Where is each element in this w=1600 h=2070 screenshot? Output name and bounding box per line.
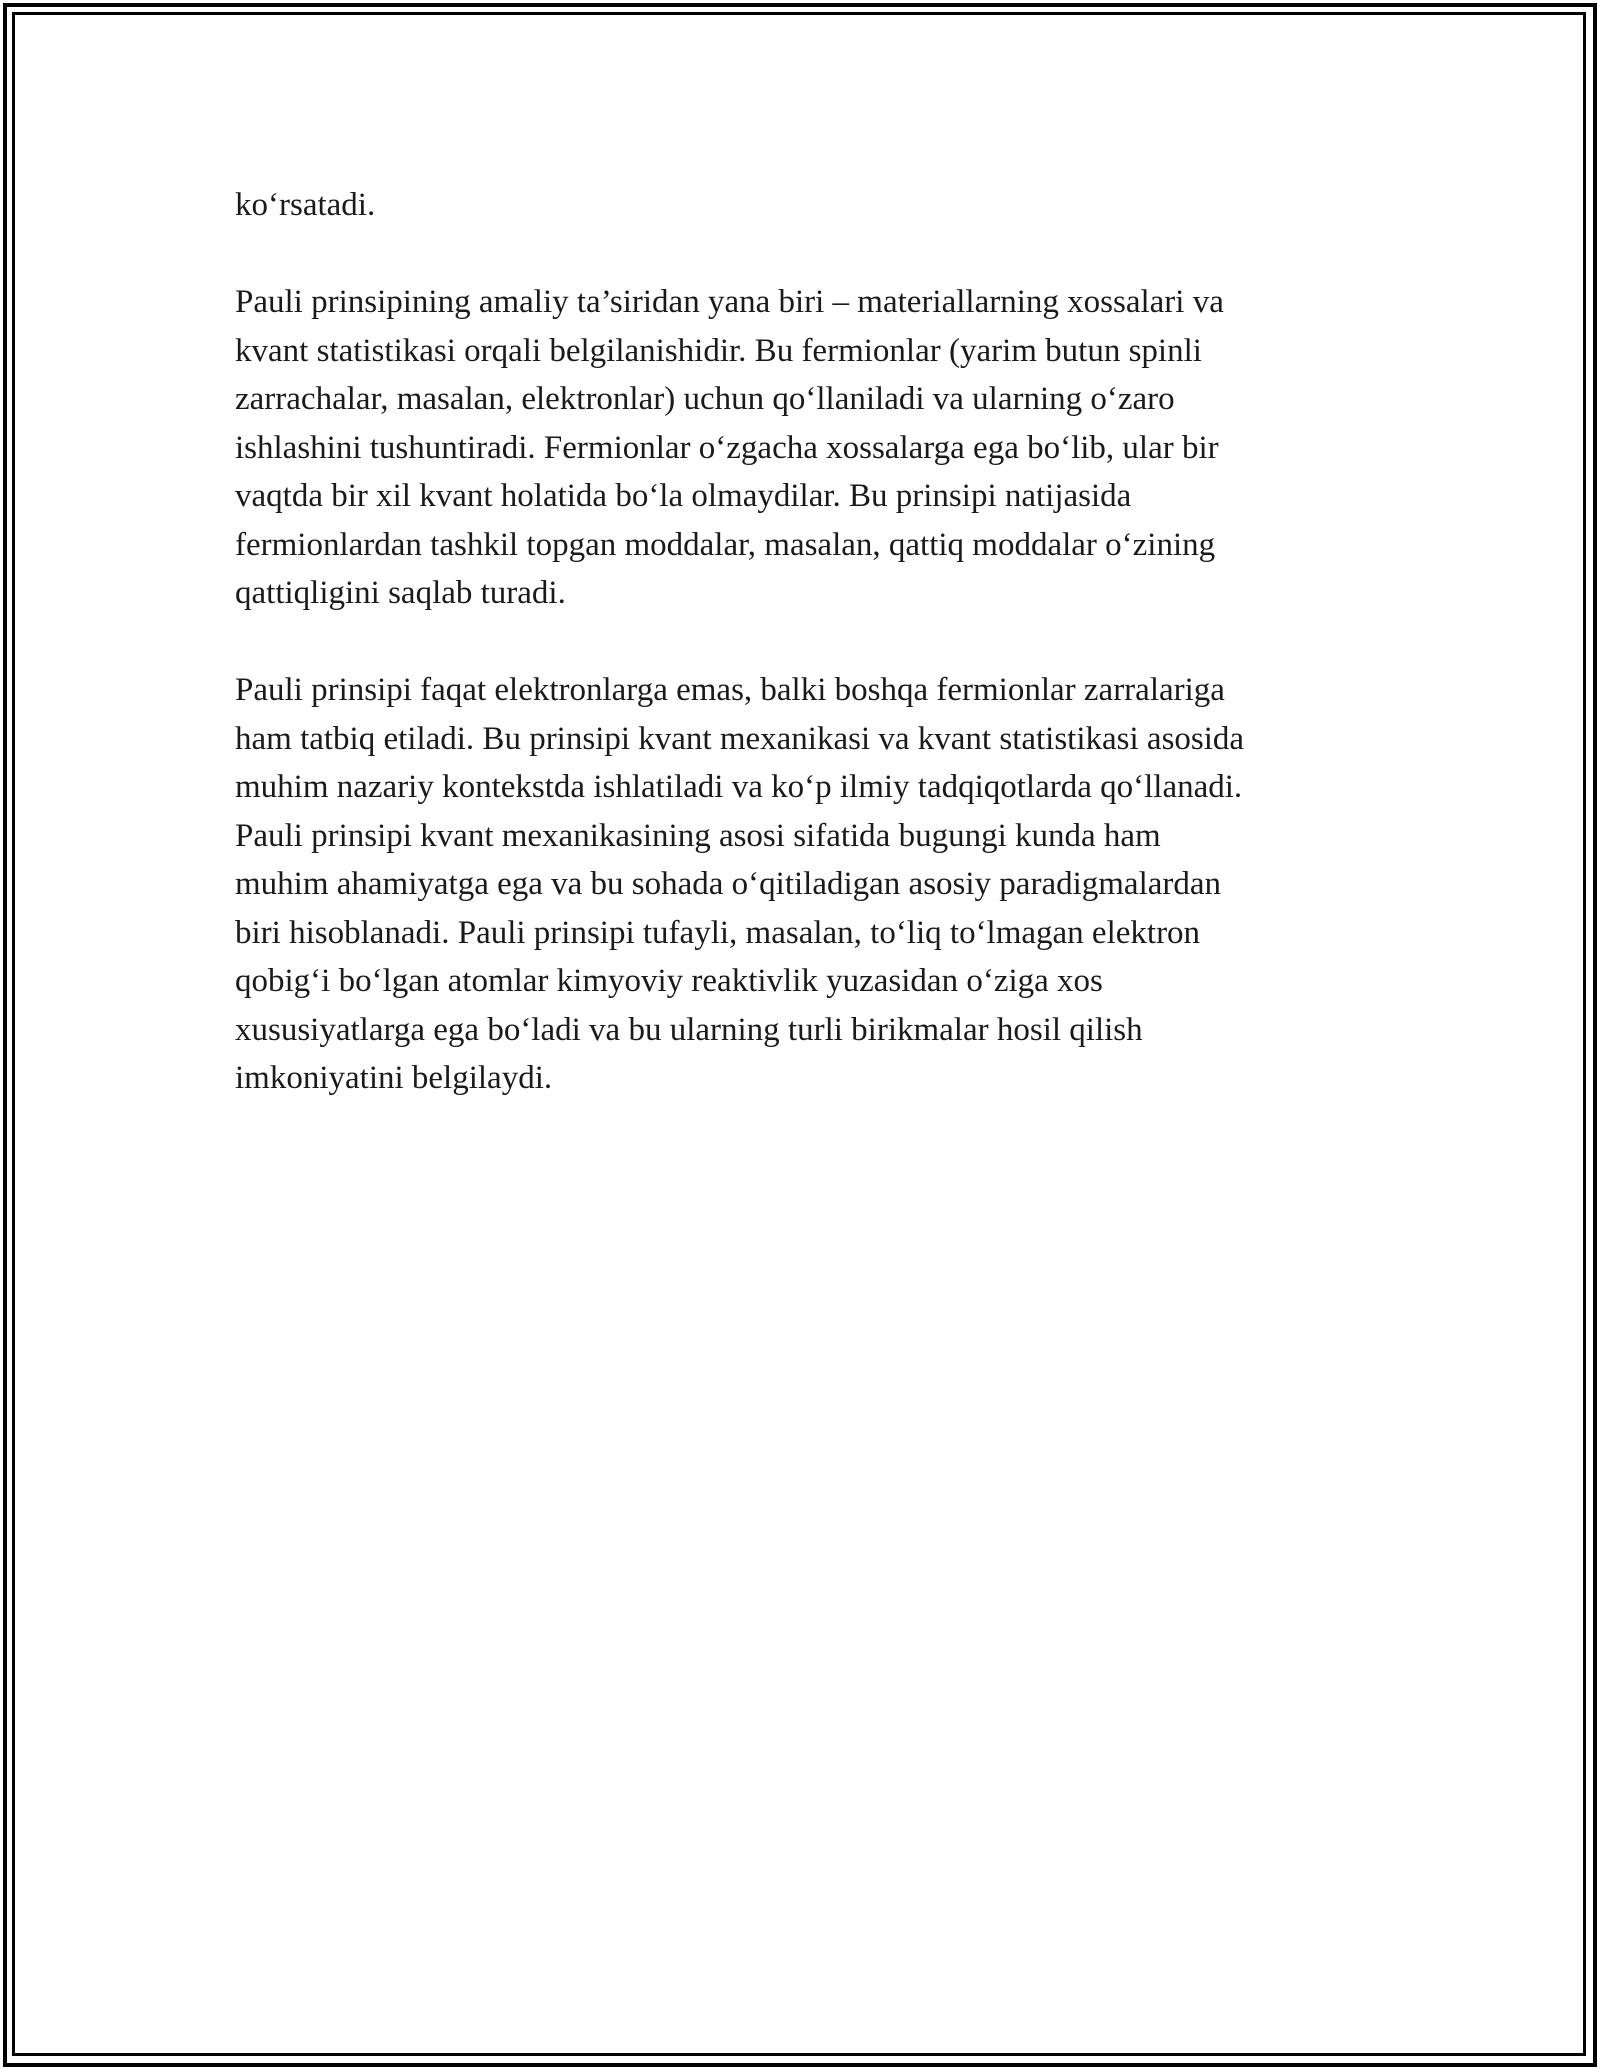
text-line: qobig‘i bo‘lgan atomlar kimyoviy reaktivlik yuzasidan o‘ziga xos: [235, 963, 1103, 999]
text-line: ishlashini tushuntiradi. Fermionlar o‘zgacha xossalarga ega bo‘lib, ular bir: [235, 429, 1219, 466]
text-line: Pauli prinsipi kvant mexanikasining asosi sifatida bugungi kunda ham: [235, 817, 1161, 854]
text-line: vaqtda bir xil kvant holatida bo‘la olmaydilar. Bu prinsipi natijasida: [235, 478, 1132, 514]
text-line: zarrachalar, masalan, elektronlar) uchun qo‘llaniladi va ularning o‘zaro: [235, 381, 1175, 417]
text-line: ham tatbiq etiladi. Bu prinsipi kvant mexanikasi va kvant statistikasi asosida: [235, 720, 1245, 757]
text-line: xususiyatlarga ega bo‘ladi va bu ularning turli birikmalar hosil qilish: [235, 1011, 1143, 1048]
text-line: kvant statistikasi orqali belgilanishidir. Bu fermionlar (yarim butun spinli: [235, 332, 1202, 369]
text-line: muhim ahamiyatga ega va bu sohada o‘qitiladigan asosiy paradigmalardan: [235, 866, 1222, 902]
paragraph-gap: [235, 618, 1385, 667]
text-line: fermionlardan tashkil topgan moddalar, masalan, qattiq moddalar o‘zining: [235, 526, 1216, 563]
text-line: Pauli prinsipining amaliy ta’siridan yana biri – materiallarning xossalari va: [235, 284, 1224, 320]
paragraph-continuation: [235, 181, 1385, 230]
text-line: imkoniyatini belgilaydi.: [235, 1060, 553, 1096]
text-line: qattiqligini saqlab turadi.: [235, 575, 566, 611]
paragraph-gap: [235, 230, 1385, 279]
text-line: Pauli prinsipi faqat elektronlarga emas, balki boshqa fermionlar zarralariga: [235, 672, 1225, 708]
paragraph-fermions-application: [235, 666, 1385, 1103]
text-line: muhim nazariy kontekstda ishlatiladi va ko‘p ilmiy tadqiqotlarda qo‘llanadi.: [235, 769, 1243, 805]
paragraph-material-properties: [235, 278, 1385, 618]
document-body: [235, 181, 1385, 1103]
text-line: biri hisoblanadi. Pauli prinsipi tufayli, masalan, to‘liq to‘lmagan elektron: [235, 914, 1201, 951]
text-line: ko‘rsatadi.: [235, 187, 376, 223]
